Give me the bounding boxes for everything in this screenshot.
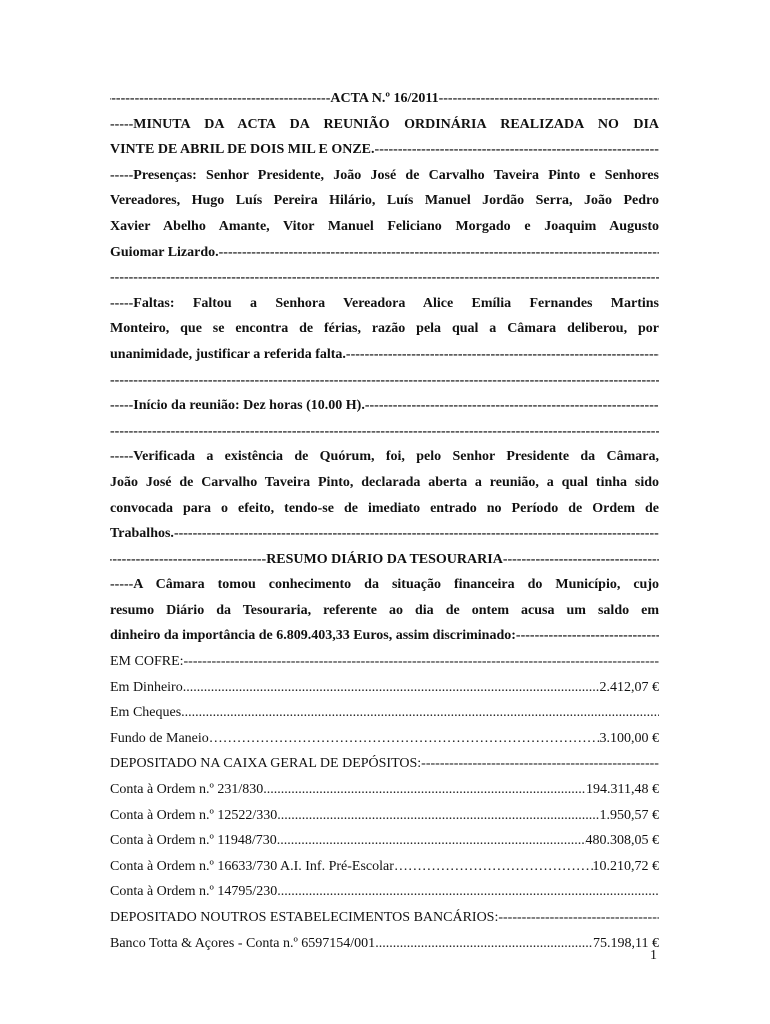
paragraph-line: -----Faltas: Faltou a Senhora Vereadora Alice Emília Fernandes Martins — [110, 295, 659, 311]
ledger-row: Conta à Ordem n.º 16633/730 A.I. Inf. Pré-Escolar ………………………………………………………………………………………………………………………………………………………………………………… 10.210,72 € — [110, 854, 659, 880]
outros-heading: DEPOSITADO NOUTROS ESTABELECIMENTOS BANCÁRIOS: ----- — [110, 905, 659, 931]
ledger-row: Conta à Ordem n.º 11948/730 ..... 480.308,05 € — [110, 828, 659, 854]
paragraph-line: dinheiro da importância de 6.809.403,33 Euros, assim discriminado: ----- — [110, 623, 659, 649]
ledger-row: Conta à Ordem n.º 231/830 ..... 194.311,48 € — [110, 777, 659, 803]
section-title-line — [110, 547, 659, 573]
separator-line — [110, 265, 659, 291]
paragraph-line: Trabalhos. ----- — [110, 521, 659, 547]
acta-title-line — [110, 86, 659, 112]
document-page — [110, 86, 659, 956]
cgd-heading: DEPOSITADO NA CAIXA GERAL DE DEPÓSITOS: ----- — [110, 751, 659, 777]
paragraph-line: VINTE DE ABRIL DE DOIS MIL E ONZE. ----- — [110, 137, 659, 163]
paragraph-line: Xavier Abelho Amante, Vitor Manuel Feliciano Morgado e Joaquim Augusto — [110, 218, 659, 234]
paragraph-line: -----Verificada a existência de Quórum, foi, pelo Senhor Presidente da Câmara, — [110, 449, 659, 465]
paragraph-line: Guiomar Lizardo. ----- — [110, 240, 659, 266]
separator-line — [110, 419, 659, 445]
paragraph-line: unanimidade, justificar a referida falta. ----- — [110, 342, 659, 368]
cofre-heading: EM COFRE: ----- — [110, 649, 659, 675]
paragraph-line: convocada para o efeito, tendo-se de imediato entrado no Período de Ordem de — [110, 500, 659, 516]
ledger-row: Conta à Ordem n.º 14795/230 ..... — [110, 879, 659, 905]
page-number: 1 — [650, 948, 657, 963]
section-title: RESUMO DIÁRIO DA TESOURARIA — [266, 551, 503, 567]
paragraph-line: -----MINUTA DA ACTA DA REUNIÃO ORDINÁRIA REALIZADA NO DIA — [110, 116, 659, 132]
paragraph-line: -----A Câmara tomou conhecimento da situação financeira do Município, cujo — [110, 577, 659, 593]
ledger-row: Em Cheques ..... — [110, 700, 659, 726]
paragraph-line: Monteiro, que se encontra de férias, razão pela qual a Câmara deliberou, por — [110, 321, 659, 337]
paragraph-line: Vereadores, Hugo Luís Pereira Hilário, Luís Manuel Jordão Serra, João Pedro — [110, 193, 659, 209]
paragraph-line: -----Início da reunião: Dez horas (10.00 H). ----- — [110, 393, 659, 419]
separator-line — [110, 368, 659, 394]
ledger-row: Fundo de Maneio ………………………………………………………………………………………………………………………………………………………………………………… 3.100,00 € — [110, 726, 659, 752]
ledger-row: Banco Totta & Açores - Conta n.º 6597154/001 ..... 75.198,11 € — [110, 931, 659, 957]
paragraph-line: João José de Carvalho Taveira Pinto, declarada aberta a reunião, a qual tinha sido — [110, 474, 659, 490]
acta-title: ACTA N.º 16/2011 — [330, 91, 439, 106]
ledger-row: Conta à Ordem n.º 12522/330 ..... 1.950,57 € — [110, 803, 659, 829]
ledger-row: Em Dinheiro ..... 2.412,07 € — [110, 675, 659, 701]
paragraph-line: -----Presenças: Senhor Presidente, João José de Carvalho Taveira Pinto e Senhores — [110, 167, 659, 183]
paragraph-line: resumo Diário da Tesouraria, referente ao dia de ontem acusa um saldo em — [110, 602, 659, 618]
